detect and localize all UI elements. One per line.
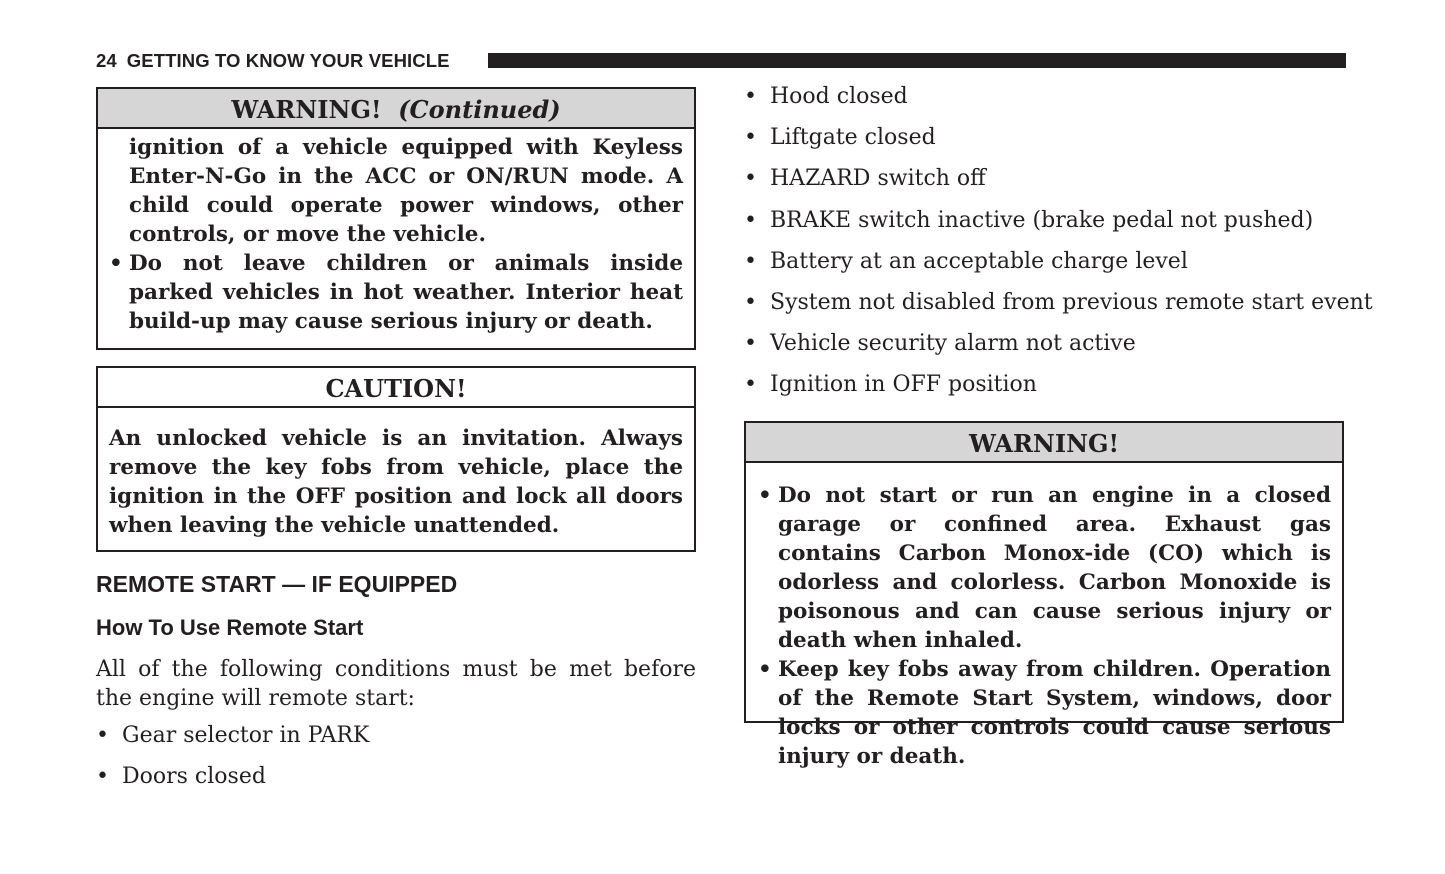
list-item-text: System not disabled from previous remote start event [770, 289, 1373, 315]
page-number: 24 [96, 50, 117, 71]
caution-title: CAUTION! [98, 368, 694, 408]
warning-title-text: WARNING! [231, 95, 382, 124]
bullet-icon: • [96, 764, 109, 790]
warning-continuation-text: ignition of a vehicle equipped with Keyless Enter-N-Go in the ACC or ON/RUN mode. A child could operate power windows, other controls, or move the vehicle. [129, 135, 683, 247]
conditions-list-right [744, 83, 1373, 413]
bullet-icon: • [758, 483, 772, 508]
list-item [744, 207, 1373, 248]
section-heading: REMOTE START — IF EQUIPPED [96, 571, 458, 597]
list-item [96, 722, 369, 763]
bullet-icon: • [744, 248, 757, 274]
warning-bullet-text: Keep key fobs away from children. Operation of the Remote Start System, windows, door locks or other controls could cause serious injury or death. [778, 657, 1331, 769]
list-item [744, 83, 1373, 124]
warning-continued-box [96, 87, 696, 350]
caution-text: An unlocked vehicle is an invitation. Always remove the key fobs from vehicle, place the ignition in the OFF position and lock all doors when leaving the vehicle unattended. [109, 426, 683, 538]
warning-continued-title [98, 89, 694, 129]
list-item-text: Liftgate closed [770, 125, 936, 151]
list-item-text: Vehicle security alarm not active [770, 331, 1136, 357]
list-item-text: Gear selector in PARK [122, 723, 370, 748]
bullet-icon: • [109, 251, 123, 276]
warning-title: WARNING! [746, 423, 1342, 463]
bullet-icon: • [744, 331, 757, 357]
list-item-text: Battery at an acceptable charge level [770, 248, 1188, 274]
warning-bullet [109, 249, 683, 336]
list-item [744, 289, 1373, 330]
warning-title-suffix: (Continued) [398, 95, 561, 124]
caution-box [96, 366, 696, 552]
bullet-icon: • [744, 372, 757, 398]
conditions-list-left [96, 722, 369, 804]
bullet-icon: • [744, 166, 757, 192]
list-item [744, 371, 1373, 412]
bullet-icon: • [758, 657, 772, 682]
warning-bullet [758, 481, 1331, 655]
list-item [96, 763, 369, 804]
warning-body [746, 463, 1342, 771]
bullet-icon: • [744, 207, 757, 233]
warning-box [744, 421, 1344, 769]
list-item-text: HAZARD switch off [770, 166, 986, 192]
bullet-icon: • [96, 723, 109, 748]
list-item-text: BRAKE switch inactive (brake pedal not pushed) [770, 207, 1314, 233]
warning-bullet [758, 655, 1331, 771]
bullet-icon: • [744, 84, 757, 109]
list-item [744, 248, 1373, 289]
warning-continued-body [98, 129, 694, 336]
list-item-text: Ignition in OFF position [770, 372, 1037, 398]
caution-body [98, 408, 694, 540]
warning-bullet-text: Do not start or run an engine in a closed garage or confined area. Exhaust gas contains Carbon Monox-ide (CO) which is odorless and colorless. Carbon Monoxide is poisonous and can cause serious injury or death when inhaled. [778, 483, 1331, 653]
subsection-heading: How To Use Remote Start [96, 615, 364, 640]
warning-bullet-text: Do not leave children or animals inside parked vehicles in hot weather. Interior heat build-up may cause serious injury or death. [129, 251, 683, 334]
list-item-text: Hood closed [770, 84, 908, 109]
list-item-text: Doors closed [122, 764, 266, 790]
list-item [744, 165, 1373, 206]
section-title: GETTING TO KNOW YOUR VEHICLE [126, 50, 450, 71]
header-text [96, 50, 460, 72]
page-header [96, 50, 1346, 72]
intro-paragraph: All of the following conditions must be met before the engine will remote start: [96, 657, 696, 711]
bullet-icon: • [744, 289, 757, 315]
list-item [744, 124, 1373, 165]
list-item [744, 330, 1373, 371]
header-rule [488, 53, 1346, 68]
bullet-icon: • [744, 125, 757, 151]
